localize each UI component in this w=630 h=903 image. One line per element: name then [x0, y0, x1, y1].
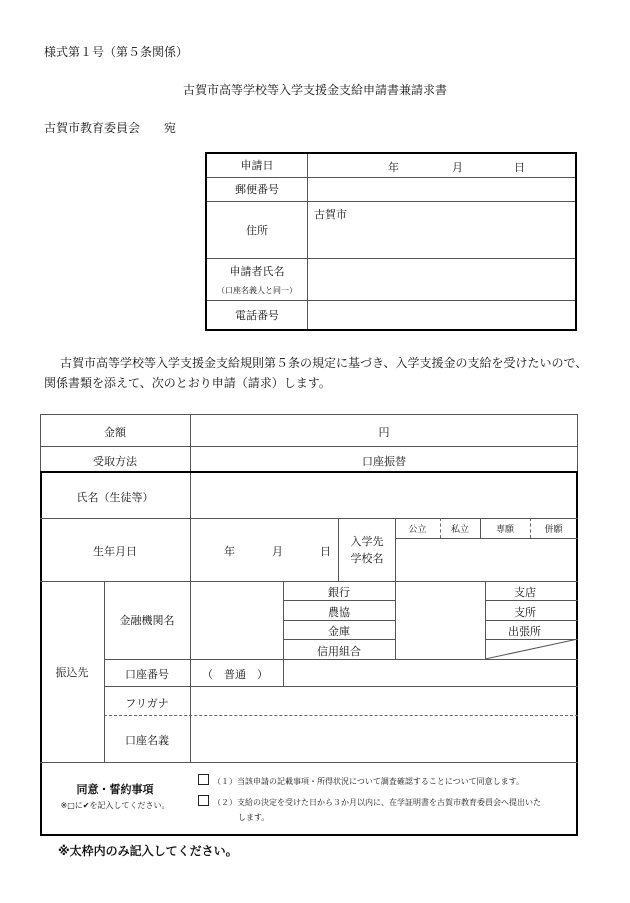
furigana-label: フリガナ [125, 697, 169, 710]
student-name-field[interactable] [192, 474, 576, 518]
account-type: （ 普通 ） [202, 668, 268, 681]
form-number: 様式第１号（第５条関係） [44, 45, 189, 59]
amount-label: 金額 [104, 426, 126, 439]
bank-type-bank[interactable]: 銀行 [328, 586, 350, 599]
consent-checkbox-1[interactable] [198, 774, 209, 785]
branch-type-branch[interactable]: 支店 [514, 586, 536, 599]
furigana-field[interactable] [191, 687, 576, 715]
account-no-label: 口座番号 [125, 668, 169, 681]
applicant-name-note: （口座名義人と同一） [217, 285, 297, 295]
branch-type-outpost[interactable]: 出張所 [508, 625, 541, 638]
consent-item-1 [198, 774, 524, 787]
school-type-combined[interactable]: 併願 [544, 525, 563, 535]
consent-title: 同意・誓約事項 [76, 783, 154, 796]
consent-note: ※□に✔を記入してください。 [60, 801, 170, 810]
student-name-label: 氏名（生徒等） [76, 491, 154, 504]
date-field[interactable] [308, 153, 577, 177]
school-label-2: 学校名 [350, 552, 384, 565]
applicant-name-field[interactable] [308, 258, 577, 300]
form-title: 古賀市高等学校等入学支援金支給申請書兼請求書 [182, 83, 447, 97]
postal-field[interactable] [308, 177, 577, 201]
birth-day: 日 [320, 545, 331, 558]
address-label: 住所 [206, 201, 308, 258]
branch-name-field[interactable] [396, 582, 485, 659]
birth-label: 生年月日 [93, 545, 137, 558]
applicant-table [205, 152, 577, 331]
bank-label: 金融機関名 [119, 614, 175, 627]
applicant-name-label-cell [206, 258, 308, 300]
method-value: 口座振替 [362, 455, 406, 468]
phone-field[interactable] [308, 300, 577, 330]
postal-label: 郵便番号 [206, 177, 308, 201]
birth-year: 年 [224, 545, 235, 558]
account-no-field[interactable] [284, 660, 576, 686]
amount-field[interactable]: 円 [378, 426, 390, 439]
consent-text-1: （１）当該申請の記載事項・所得状況について調査確認することについて同意します。 [213, 777, 525, 786]
method-label: 受取方法 [93, 455, 137, 468]
consent-checkbox-2[interactable] [198, 795, 209, 806]
branch-type-office[interactable]: 支所 [514, 606, 536, 619]
main-form [40, 414, 578, 836]
school-type-exclusive[interactable]: 専願 [495, 525, 514, 535]
diagonal-line [485, 639, 578, 659]
bank-type-agri[interactable]: 農協 [328, 606, 350, 619]
school-label-1: 入学先 [350, 535, 384, 548]
applicant-name-label: 申請者氏名 [229, 264, 285, 278]
date-year: 年 [388, 161, 399, 174]
address-value: 古賀市 [314, 207, 347, 221]
birth-month: 月 [272, 545, 283, 558]
body-line-2: 関係書類を添えて、次のとおり申請（請求）します。 [44, 376, 331, 390]
transfer-label: 振込先 [55, 666, 89, 679]
bank-type-union[interactable]: 信用組合 [317, 645, 361, 658]
addressee: 古賀市教育委員会 宛 [44, 121, 177, 135]
consent-item-2 [198, 795, 541, 808]
account-name-field[interactable] [191, 716, 576, 762]
date-month: 月 [452, 161, 463, 174]
school-type-public[interactable]: 公立 [408, 525, 427, 535]
account-name-label: 口座名義 [125, 734, 169, 747]
phone-label: 電話番号 [206, 300, 308, 330]
date-day: 日 [514, 161, 525, 174]
school-type-private[interactable]: 私立 [450, 525, 469, 535]
footer-note: ※太枠内のみ記入してください。 [58, 844, 238, 858]
consent-text-2a: （２）支給の決定を受けた日から３か月以内に、在学証明書を古賀市教育委員会へ提出いた [213, 798, 541, 807]
bank-name-field[interactable] [191, 582, 283, 659]
date-label: 申請日 [206, 153, 308, 177]
address-field[interactable] [308, 201, 577, 258]
school-name-field[interactable] [396, 539, 576, 581]
consent-text-2b: します。 [238, 813, 270, 822]
bank-type-credit[interactable]: 金庫 [328, 625, 350, 638]
birth-date-field[interactable] [191, 519, 338, 581]
body-line-1: 古賀市高等学校等入学支援金支給規則第５条の規定に基づき、入学支援金の支給を受けたいので、 [60, 356, 588, 370]
